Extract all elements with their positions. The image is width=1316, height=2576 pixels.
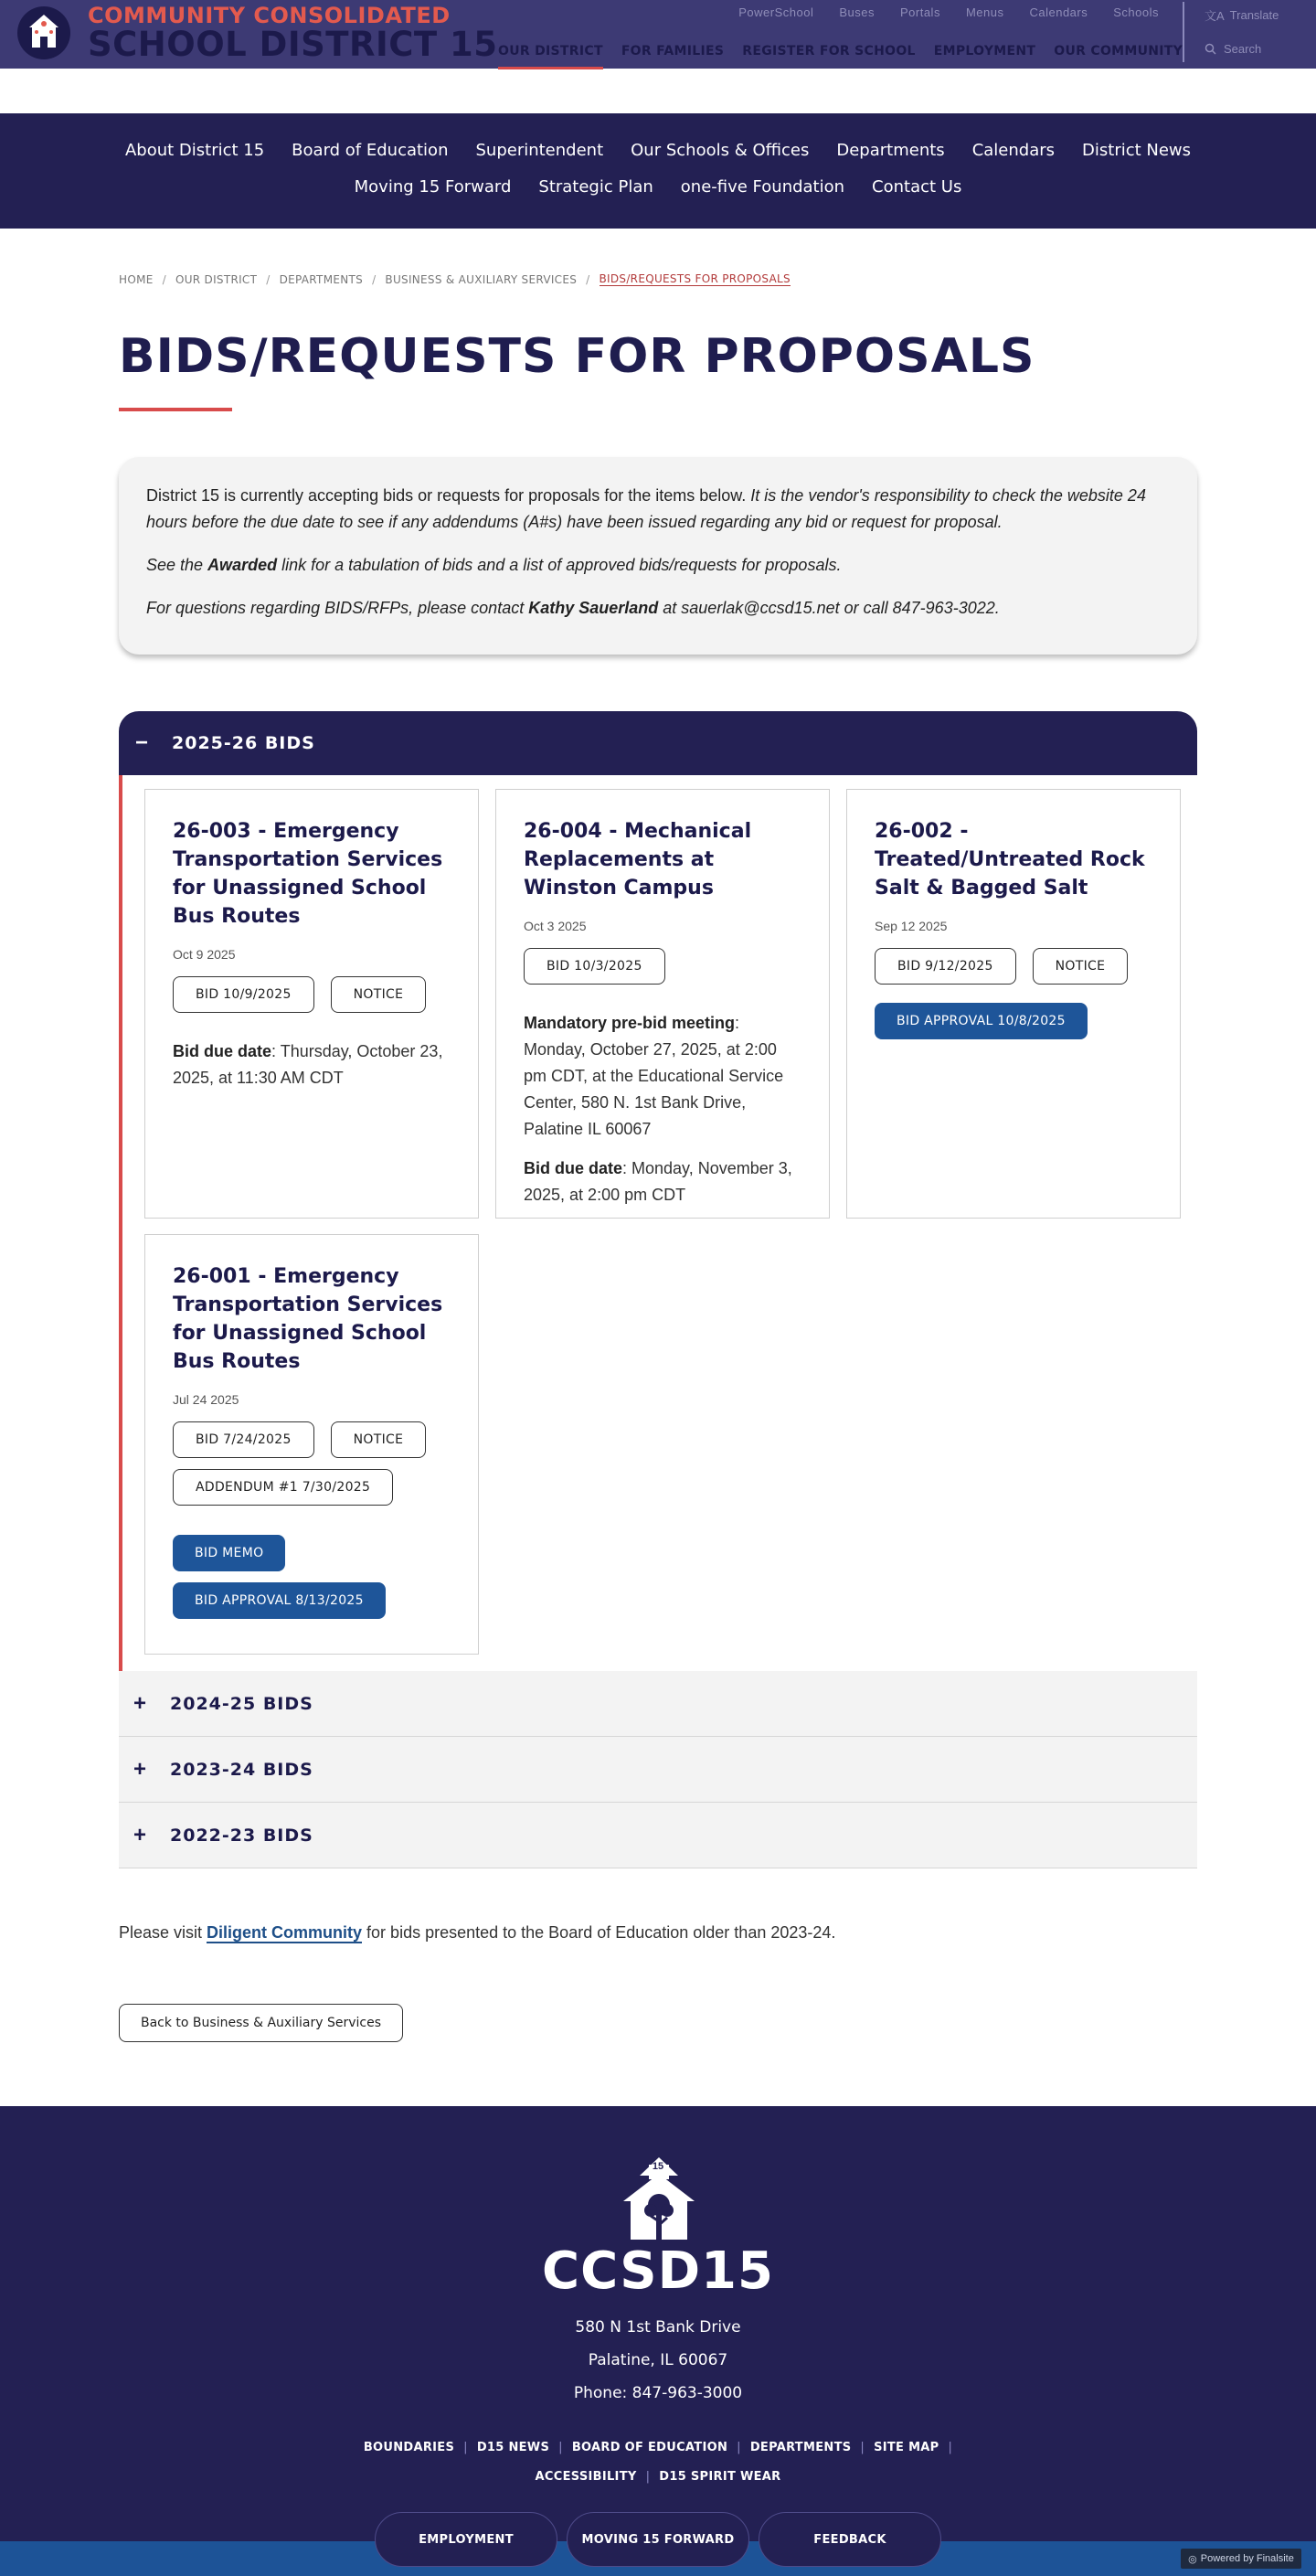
bid-document-button[interactable]: BID 10/3/2025: [524, 948, 665, 985]
title-underline: [119, 408, 232, 411]
due-date-value: : Monday, November 3, 2025, at 2:00 pm CDT: [524, 1159, 792, 1204]
subnav-schools-offices[interactable]: Our Schools & Offices: [631, 141, 810, 160]
subnav-board[interactable]: Board of Education: [292, 141, 449, 160]
footer-links-row-1: BOUNDARIES | D15 NEWS | BOARD OF EDUCATION | DEPARTMENTS | SITE MAP |: [363, 2441, 953, 2454]
bid-card-title: 26-004 - Mechanical Replacements at Winston Campus: [524, 820, 752, 899]
older-bids-note: [119, 1923, 835, 1943]
breadcrumb-current: BIDS/REQUESTS FOR PROPOSALS: [599, 272, 791, 285]
bid-card: [846, 789, 1181, 1219]
subnav-calendars[interactable]: Calendars: [971, 141, 1056, 160]
bid-approval-button[interactable]: BID APPROVAL 8/13/2025: [173, 1582, 386, 1619]
notice-p2-text-b: link for a tabulation of bids and a list of approved bids/requests for proposals.: [277, 556, 842, 574]
footer-link-spirit-wear[interactable]: D15 SPIRIT WEAR: [659, 2470, 781, 2484]
notice-paragraph-3: [146, 595, 1170, 622]
bid-document-button[interactable]: BID 10/9/2025: [173, 976, 314, 1013]
notice-button[interactable]: NOTICE: [331, 976, 427, 1013]
expand-icon: +: [133, 1756, 147, 1782]
visit-text-after: for bids presented to the Board of Education older than 2023-24.: [362, 1923, 836, 1942]
translate-icon: 文A: [1205, 9, 1225, 23]
search-button[interactable]: [1205, 42, 1261, 56]
powered-by-text: Powered by Finalsite: [1200, 2553, 1294, 2564]
bid-card: [144, 789, 479, 1219]
site-footer: [0, 2106, 1316, 2576]
accordion-title: 2025-26 BIDS: [172, 733, 315, 753]
search-label: Search: [1224, 42, 1262, 56]
expand-icon: +: [133, 1822, 147, 1847]
expand-icon: +: [133, 1690, 147, 1716]
translate-button[interactable]: [1205, 6, 1279, 24]
bid-due-date: [524, 1155, 801, 1208]
bid-card-date: Oct 3 2025: [524, 919, 587, 933]
bid-due-date: [173, 1038, 451, 1091]
notice-button[interactable]: NOTICE: [1033, 948, 1129, 985]
footer-link-boundaries[interactable]: BOUNDARIES: [363, 2441, 455, 2454]
pre-bid-meeting: [524, 1010, 801, 1143]
notice-p1-text: District 15 is currently accepting bids or requests for proposals for the items below.: [146, 486, 751, 505]
subnav-departments[interactable]: Departments: [836, 141, 945, 160]
logo-line-1: COMMUNITY CONSOLIDATED: [88, 3, 451, 28]
footer-brand: CCSD15: [542, 2241, 774, 2301]
notice-p2-text-a: See the: [146, 556, 208, 574]
powered-by-badge[interactable]: [1181, 2549, 1301, 2569]
main-nav: [498, 44, 1183, 66]
subnav-district-news[interactable]: District News: [1082, 141, 1192, 160]
feedback-pill-button[interactable]: FEEDBACK: [759, 2512, 941, 2567]
subnav-strategic-plan[interactable]: Strategic Plan: [538, 177, 653, 197]
footer-phone: Phone: 847-963-3000: [573, 2384, 743, 2402]
schoolhouse-logo-icon: [16, 5, 71, 60]
bid-card-date: Sep 12 2025: [875, 919, 948, 933]
breadcrumb-separator: /: [266, 272, 271, 286]
notice-p3-text-a: For questions regarding BIDS/RFPs, please contact: [146, 599, 529, 617]
diligent-community-link[interactable]: Diligent Community: [207, 1923, 363, 1942]
due-date-label: Bid due date: [173, 1042, 272, 1060]
accordion-2024-25-header[interactable]: [119, 1671, 1197, 1737]
back-button[interactable]: Back to Business & Auxiliary Services: [119, 2004, 403, 2042]
bid-card-date: Oct 9 2025: [173, 947, 236, 962]
breadcrumb-separator: /: [586, 272, 590, 286]
nav-register-for-school[interactable]: REGISTER FOR SCHOOL: [742, 44, 916, 59]
notice-paragraph-1: [146, 483, 1170, 536]
due-date-value: : Thursday, October 23, 2025, at 11:30 AM CDT: [173, 1042, 443, 1087]
moving-forward-pill-button[interactable]: MOVING 15 FORWARD: [567, 2512, 749, 2567]
footer-address-line-1: 580 N 1st Bank Drive: [575, 2318, 741, 2336]
breadcrumb-home[interactable]: HOME: [119, 272, 154, 286]
header-divider: [1183, 2, 1184, 62]
header-bar: [0, 0, 1316, 69]
nav-our-district[interactable]: OUR DISTRICT: [498, 44, 603, 66]
footer-link-departments[interactable]: DEPARTMENTS: [749, 2441, 852, 2454]
accordion-2025-26-body: [119, 775, 1197, 1671]
translate-label: Translate: [1229, 8, 1279, 22]
subnav-superintendent[interactable]: Superintendent: [475, 141, 604, 160]
accordion-2022-23-header[interactable]: [119, 1803, 1197, 1868]
logo-line-2: SCHOOL DISTRICT 15: [88, 25, 498, 64]
collapse-icon: −: [135, 730, 149, 755]
breadcrumb-separator: /: [162, 272, 166, 286]
bid-card-date: Jul 24 2025: [173, 1392, 239, 1407]
utility-nav: [738, 5, 1159, 19]
finalsite-icon: ◎: [1188, 2553, 1197, 2565]
footer-link-board[interactable]: BOARD OF EDUCATION: [571, 2441, 728, 2454]
breadcrumb-business[interactable]: BUSINESS & AUXILIARY SERVICES: [385, 272, 578, 286]
accordion-2023-24-header[interactable]: [119, 1737, 1197, 1803]
subnav-contact[interactable]: Contact Us: [872, 177, 962, 197]
utility-link-buses[interactable]: Buses: [839, 5, 875, 19]
footer-link-news[interactable]: D15 NEWS: [476, 2441, 550, 2454]
accordion-2025-26-header[interactable]: [119, 711, 1197, 775]
bid-card: [144, 1234, 479, 1655]
nav-employment[interactable]: EMPLOYMENT: [933, 44, 1036, 59]
meeting-value: : Monday, October 27, 2025, at 2:00 pm CDT, at the Educational Service Center, 580 N. 1st Bank Drive, Palatine IL 60067: [524, 1014, 784, 1138]
bid-card-title: 26-001 - Emergency Transportation Services for Unassigned School Bus Routes: [173, 1265, 443, 1373]
utility-link-portals[interactable]: Portals: [899, 5, 940, 19]
bid-document-button[interactable]: BID 7/24/2025: [173, 1421, 314, 1458]
bid-approval-button[interactable]: BID APPROVAL 10/8/2025: [875, 1003, 1088, 1039]
bids-notice-box: [119, 457, 1197, 655]
accordion-title: 2024-25 BIDS: [170, 1693, 313, 1714]
breadcrumb: [119, 272, 791, 286]
footer-links-row-2: ACCESSIBILITY | D15 SPIRIT WEAR: [535, 2470, 781, 2484]
footer-link-sitemap[interactable]: SITE MAP: [874, 2441, 939, 2454]
accordion-title: 2023-24 BIDS: [170, 1759, 313, 1780]
breadcrumb-departments[interactable]: DEPARTMENTS: [279, 272, 364, 286]
utility-link-calendars[interactable]: Calendars: [1029, 5, 1088, 19]
section-subnav: [0, 113, 1316, 229]
nav-our-community[interactable]: OUR COMMUNITY: [1054, 44, 1183, 59]
logo-number: 15: [652, 2161, 664, 2172]
bid-card-title: 26-002 - Treated/Untreated Rock Salt & Bagged Salt: [875, 820, 1145, 899]
visit-text-before: Please visit: [119, 1923, 207, 1942]
accordion-title: 2022-23 BIDS: [170, 1825, 313, 1846]
notice-p3-text-b: at sauerlak@ccsd15.net or call 847-963-3022.: [658, 599, 1000, 617]
due-date-label: Bid due date: [524, 1159, 623, 1177]
addendum-button[interactable]: ADDENDUM #1 7/30/2025: [173, 1469, 393, 1506]
bid-document-button[interactable]: BID 9/12/2025: [875, 948, 1016, 985]
nav-for-families[interactable]: FOR FAMILIES: [621, 44, 725, 59]
bid-card: [495, 789, 830, 1219]
notice-paragraph-2: [146, 552, 1170, 579]
page-title: BIDS/REQUESTS FOR PROPOSALS: [119, 329, 1035, 384]
footer-link-accessibility[interactable]: ACCESSIBILITY: [535, 2470, 637, 2484]
site-header: [0, 0, 1316, 113]
footer-address-line-2: Palatine, IL 60067: [588, 2351, 728, 2369]
district-logo[interactable]: [16, 4, 498, 62]
notice-button[interactable]: NOTICE: [331, 1421, 427, 1458]
notice-p2-bold: Awarded: [207, 556, 278, 574]
bid-memo-button[interactable]: BID MEMO: [173, 1535, 285, 1571]
utility-link-menus[interactable]: Menus: [965, 5, 1004, 19]
meeting-label: Mandatory pre-bid meeting: [524, 1014, 736, 1032]
search-icon: [1205, 43, 1216, 55]
breadcrumb-our-district[interactable]: OUR DISTRICT: [175, 272, 258, 286]
subnav-about[interactable]: About District 15: [124, 141, 265, 160]
utility-link-powerschool[interactable]: PowerSchool: [738, 5, 814, 19]
notice-p3-bold: Kathy Sauerland: [528, 599, 659, 617]
breadcrumb-separator: /: [372, 272, 377, 286]
employment-pill-button[interactable]: EMPLOYMENT: [375, 2512, 557, 2567]
subnav-foundation[interactable]: one-five Foundation: [680, 177, 845, 197]
utility-link-schools[interactable]: Schools: [1113, 5, 1159, 19]
subnav-moving-forward[interactable]: Moving 15 Forward: [354, 177, 512, 197]
bid-card-title: 26-003 - Emergency Transportation Services for Unassigned School Bus Routes: [173, 820, 443, 928]
notice-p1-italic: It is the vendor's responsibility to check the website 24 hours before the due date to see if any addendums (A#s) have been issued regarding any bid or request for proposal.: [146, 486, 1146, 531]
